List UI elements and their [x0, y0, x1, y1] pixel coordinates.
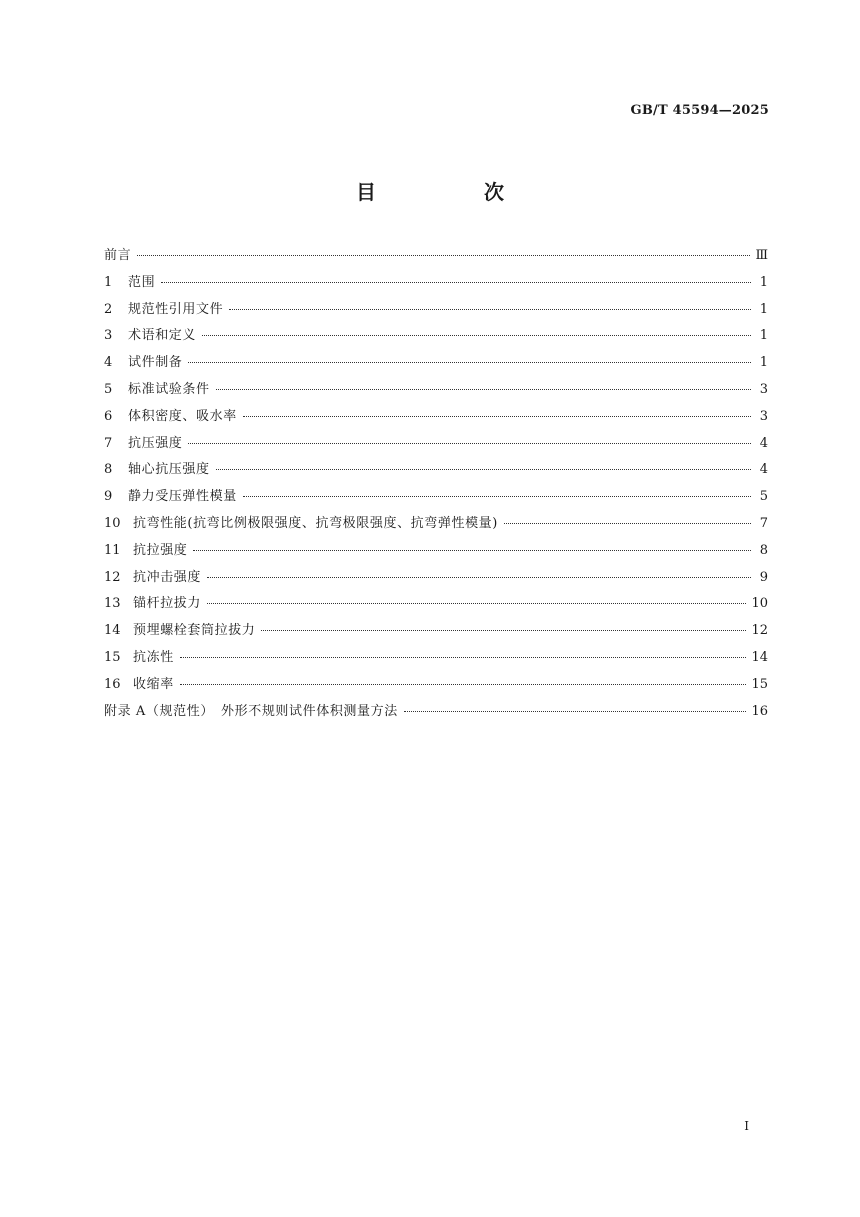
- toc-entry-10[interactable]: [104, 513, 768, 540]
- toc-entry-page: 16: [751, 703, 768, 719]
- toc-entry-page: 8: [759, 542, 768, 558]
- toc-title: 目 次: [356, 180, 548, 204]
- toc-entry-page: 3: [759, 381, 768, 397]
- toc-leader-dots: [243, 410, 751, 417]
- toc-entry-label: 静力受压弹性模量: [128, 489, 237, 505]
- toc-leader-dots: [216, 383, 751, 390]
- toc-entry-page: 1: [759, 301, 768, 317]
- toc-leader-dots: [188, 437, 751, 444]
- toc-leader-dots: [180, 651, 747, 658]
- toc-entry-label: 抗冻性: [133, 649, 174, 665]
- toc-leader-dots: [207, 571, 751, 578]
- toc-entry-page: 10: [751, 596, 768, 612]
- toc-leader-dots: [188, 356, 751, 363]
- toc-entry-9[interactable]: [104, 486, 768, 513]
- toc-entry-page: 14: [751, 649, 768, 665]
- toc-entry-number: 13: [104, 596, 121, 612]
- toc-entry-page: Ⅲ: [755, 248, 768, 263]
- toc-entry-page: 1: [759, 328, 768, 344]
- toc-entry-number: 7: [104, 435, 113, 451]
- toc-entry-16[interactable]: [104, 674, 768, 701]
- toc-entry-number: 4: [104, 355, 113, 371]
- toc-entry-number: 2: [104, 301, 113, 317]
- toc-entry-label: 术语和定义: [128, 328, 197, 344]
- toc-entry-number: 10: [104, 515, 121, 531]
- toc-entry-appendix-a[interactable]: [104, 701, 768, 728]
- standard-number: GB/T 45594—2025: [630, 103, 769, 118]
- toc-entry-14[interactable]: [104, 620, 768, 647]
- toc-entry-label: 抗冲击强度: [133, 569, 202, 585]
- toc-leader-dots: [404, 705, 747, 712]
- toc-entry-label: 轴心抗压强度: [128, 462, 210, 478]
- toc-entry-label: 规范性引用文件: [128, 301, 224, 317]
- toc-entry-7[interactable]: [104, 433, 768, 460]
- toc-entry-number: 1: [104, 274, 113, 290]
- toc-entry-page: 9: [759, 569, 768, 585]
- toc-entry-number: 3: [104, 328, 113, 344]
- toc-entry-number: 8: [104, 462, 113, 478]
- toc-entry-page: 1: [759, 274, 768, 290]
- toc-entry-8[interactable]: [104, 459, 768, 486]
- toc-leader-dots: [207, 597, 746, 604]
- toc-leader-dots: [216, 463, 751, 470]
- table-of-contents: [104, 245, 768, 727]
- toc-entry-4[interactable]: [104, 352, 768, 379]
- toc-entry-number: 9: [104, 489, 113, 505]
- toc-leader-dots: [202, 329, 751, 336]
- toc-entry-5[interactable]: [104, 379, 768, 406]
- toc-entry-page: 3: [759, 408, 768, 424]
- toc-entry-page: 4: [759, 462, 768, 478]
- toc-entry-page: 15: [751, 676, 768, 692]
- toc-entry-label: 标准试验条件: [128, 381, 210, 397]
- toc-entry-foreword[interactable]: [104, 245, 768, 272]
- toc-entry-number: 15: [104, 649, 121, 665]
- toc-entry-number: 5: [104, 381, 113, 397]
- toc-entry-number: 12: [104, 569, 121, 585]
- toc-entry-2[interactable]: [104, 299, 768, 326]
- toc-leader-dots: [161, 276, 751, 283]
- toc-entry-page: 5: [759, 489, 768, 505]
- toc-entry-number: 14: [104, 623, 121, 639]
- toc-entry-page: 4: [759, 435, 768, 451]
- toc-entry-label: 抗弯性能(抗弯比例极限强度、抗弯极限强度、抗弯弹性模量): [133, 515, 498, 531]
- toc-entry-number: 11: [104, 542, 121, 558]
- toc-entry-page: 1: [759, 355, 768, 371]
- toc-entry-number: 6: [104, 408, 113, 424]
- toc-entry-label: 附录 A（规范性） 外形不规则试件体积测量方法: [104, 703, 398, 719]
- toc-entry-13[interactable]: [104, 593, 768, 620]
- toc-leader-dots: [261, 624, 746, 631]
- toc-entry-label: 体积密度、吸水率: [128, 408, 237, 424]
- toc-entry-label: 抗压强度: [128, 435, 183, 451]
- toc-entry-label: 抗拉强度: [133, 542, 188, 558]
- toc-leader-dots: [137, 249, 750, 256]
- toc-entry-label: 前言: [104, 248, 132, 263]
- toc-entry-1[interactable]: [104, 272, 768, 299]
- toc-entry-label: 预埋螺栓套筒拉拔力: [133, 623, 256, 639]
- toc-entry-11[interactable]: [104, 540, 768, 567]
- page-number: I: [744, 1119, 749, 1133]
- toc-entry-page: 12: [751, 623, 768, 639]
- toc-leader-dots: [229, 303, 751, 310]
- toc-entry-number: 16: [104, 676, 121, 692]
- toc-leader-dots: [180, 678, 747, 685]
- toc-entry-label: 范围: [128, 274, 156, 290]
- toc-entry-label: 锚杆拉拔力: [133, 596, 202, 612]
- toc-leader-dots: [193, 544, 751, 551]
- toc-entry-label: 收缩率: [133, 676, 174, 692]
- toc-entry-3[interactable]: [104, 325, 768, 352]
- toc-leader-dots: [243, 490, 751, 497]
- toc-entry-12[interactable]: [104, 567, 768, 594]
- toc-entry-label: 试件制备: [128, 355, 183, 371]
- toc-entry-15[interactable]: [104, 647, 768, 674]
- toc-entry-6[interactable]: [104, 406, 768, 433]
- toc-entry-page: 7: [759, 515, 768, 531]
- toc-leader-dots: [504, 517, 751, 524]
